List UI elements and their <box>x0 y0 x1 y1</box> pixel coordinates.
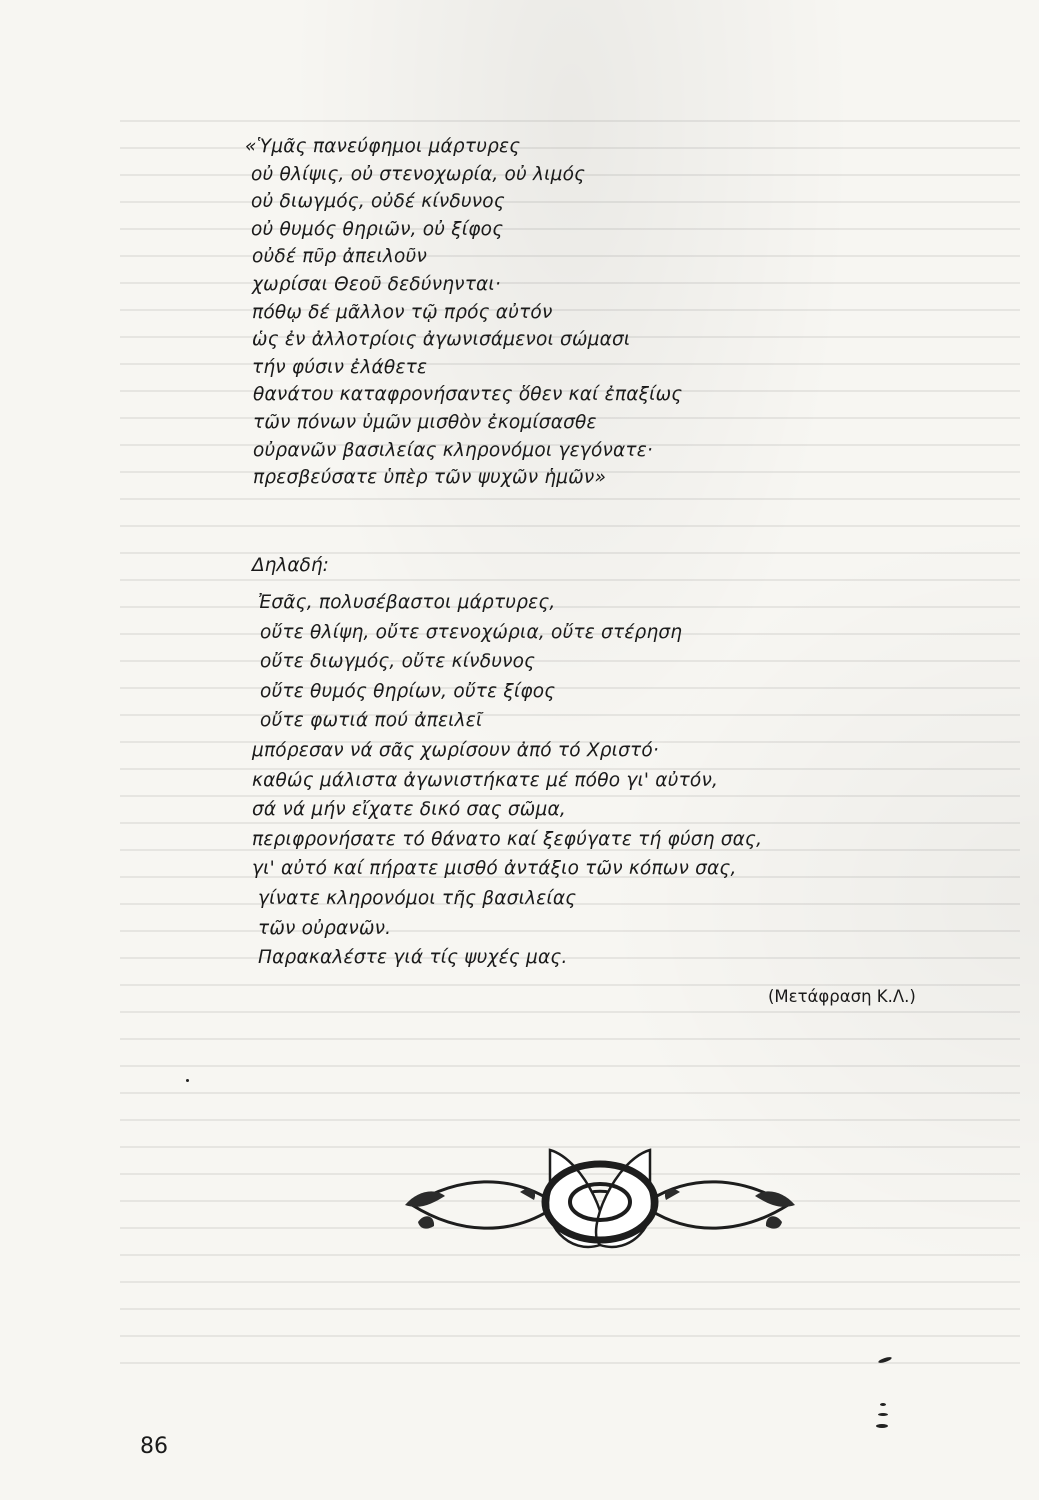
translation-line: Ἐσᾶς, πολυσέβαστοι μάρτυρες, <box>258 592 556 613</box>
hymn-line: «Ὑμᾶς πανεύφημοι μάρτυρες <box>245 136 521 157</box>
ink-speck <box>876 1424 888 1428</box>
hymn-line: οὐ διωγμός, οὐδέ κίνδυνος <box>251 191 505 213</box>
ink-speck <box>878 1413 888 1416</box>
translation-line: Παρακαλέστε γιά τίς ψυχές μας. <box>258 947 568 969</box>
ink-speck <box>880 1403 886 1406</box>
translation-line: τῶν οὐρανῶν. <box>258 917 392 939</box>
hymn-line: χωρίσαι Θεοῦ δεδύνηνται· <box>252 273 501 295</box>
hymn-line: τήν φύσιν ἐλάθετε <box>252 356 428 378</box>
translation-line: οὔτε θυμός θηρίων, οὔτε ξίφος <box>260 680 556 702</box>
translation-line: οὔτε διωγμός, οὔτε κίνδυνος <box>260 651 536 673</box>
hymn-line: πόθῳ δέ μᾶλλον τῷ πρός αὐτόν <box>252 301 553 323</box>
hymn-line: τῶν πόνων ὑμῶν μισθὸν ἐκομίσασθε <box>253 411 597 433</box>
hymn-original-text <box>245 133 765 492</box>
translation-line: γι' αὐτό καί πήρατε μισθό ἀντάξιο τῶν κόπων σας, <box>252 858 737 880</box>
translation-line: οὔτε φωτιά πού ἀπειλεῖ <box>260 710 483 732</box>
translation-line: γίνατε κληρονόμοι τῆς βασιλείας <box>258 887 577 909</box>
hymn-line: οὐ θλίψις, οὐ στενοχωρία, οὐ λιμός <box>251 163 586 185</box>
translation-line: καθώς μάλιστα ἀγωνιστήκατε μέ πόθο γι' αὐτόν, <box>252 769 719 791</box>
translation-heading: Δηλαδή: <box>252 555 329 576</box>
hymn-line: οὐ θυμός θηριῶν, οὐ ξίφος <box>251 218 504 240</box>
translation-line: σά νά μήν εἴχατε δικό σας σῶμα, <box>252 799 566 821</box>
hymn-translation <box>252 588 818 973</box>
ink-speck <box>186 1079 189 1082</box>
ink-speck <box>878 1356 893 1364</box>
translation-line: μπόρεσαν νά σᾶς χωρίσουν ἀπό τό Χριστό· <box>252 739 659 761</box>
translation-credit: (Μετάφραση Κ.Λ.) <box>768 987 916 1006</box>
hymn-line: θανάτου καταφρονήσαντες ὅθεν καί ἐπαξίως <box>253 384 683 406</box>
interlaced-knot-ornament-icon <box>400 1130 800 1260</box>
hymn-line: ὡς ἐν ἀλλοτρίοις ἀγωνισάμενοι σώμασι <box>252 329 631 351</box>
hymn-line: πρεσβεύσατε ὑπὲρ τῶν ψυχῶν ἡμῶν» <box>253 467 607 489</box>
hymn-line: οὐρανῶν βασιλείας κληρονόμοι γεγόνατε· <box>253 439 654 461</box>
translation-line: περιφρονήσατε τό θάνατο καί ξεφύγατε τή φύση σας, <box>252 828 763 850</box>
page-number: 86 <box>140 1434 168 1459</box>
translation-line: οὔτε θλίψη, οὔτε στενοχώρια, οὔτε στέρηση <box>260 621 683 643</box>
hymn-line: οὐδέ πῦρ ἀπειλοῦν <box>252 246 427 268</box>
